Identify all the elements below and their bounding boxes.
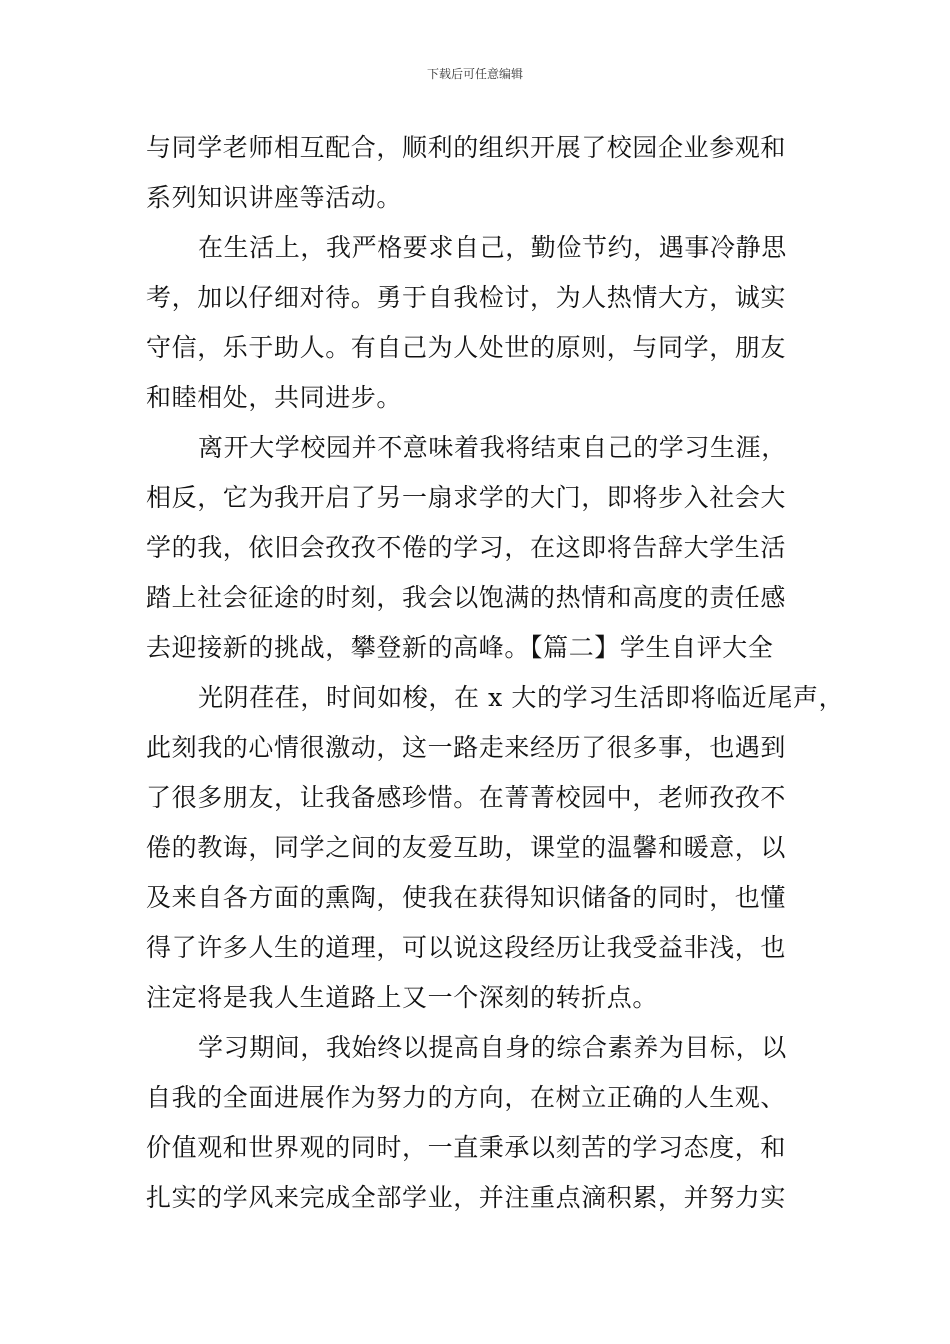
text-line: 及来自各方面的熏陶，使我在获得知识储备的同时，也懂: [146, 883, 787, 912]
text-line: 踏上社会征途的时刻，我会以饱满的热情和高度的责任感: [146, 583, 787, 612]
text-line: 系列知识讲座等活动。: [146, 183, 403, 212]
text-line: 倦的教诲，同学之间的友爱互助，课堂的温馨和暖意，以: [146, 833, 787, 862]
text-line: 考，加以仔细对待。勇于自我检讨，为人热情大方，诚实: [146, 283, 787, 312]
text-line: 扎实的学风来完成全部学业，并注重点滴积累，并努力实: [146, 1183, 787, 1212]
text-line: 和睦相处，共同进步。: [146, 383, 403, 412]
paragraph-start-line: 学习期间，我始终以提高自身的综合素养为目标，以: [198, 1033, 787, 1062]
text-line: 了很多朋友，让我备感珍惜。在菁菁校园中，老师孜孜不: [146, 783, 787, 812]
text-line: 相反，它为我开启了另一扇求学的大门，即将步入社会大: [146, 483, 787, 512]
text-line: 得了许多人生的道理，可以说这段经历让我受益非浅，也: [146, 933, 787, 962]
text-line: 去迎接新的挑战，攀登新的高峰。【篇二】学生自评大全: [146, 633, 774, 662]
document-body: [146, 123, 845, 1223]
text-line: 此刻我的心情很激动，这一路走来经历了很多事，也遇到: [146, 733, 787, 762]
page-header: 下载后可任意编辑: [426, 67, 523, 81]
paragraph-start-line: 光阴荏荏，时间如梭，在 x 大的学习生活即将临近尾声，: [198, 683, 845, 712]
text-line: 价值观和世界观的同时，一直秉承以刻苦的学习态度，和: [146, 1133, 787, 1162]
text-line: 自我的全面进展作为努力的方向，在树立正确的人生观、: [146, 1083, 787, 1112]
text-line: 守信，乐于助人。有自己为人处世的原则，与同学，朋友: [146, 333, 787, 362]
text-line: 学的我，依旧会孜孜不倦的学习，在这即将告辞大学生活: [146, 533, 787, 562]
paragraph-start-line: 离开大学校园并不意味着我将结束自己的学习生涯，: [198, 433, 787, 462]
paragraph-start-line: 在生活上，我严格要求自己，勤俭节约，遇事冷静思: [198, 233, 787, 262]
text-line: 与同学老师相互配合，顺利的组织开展了校园企业参观和: [146, 133, 787, 162]
text-line: 注定将是我人生道路上又一个深刻的转折点。: [146, 983, 659, 1012]
